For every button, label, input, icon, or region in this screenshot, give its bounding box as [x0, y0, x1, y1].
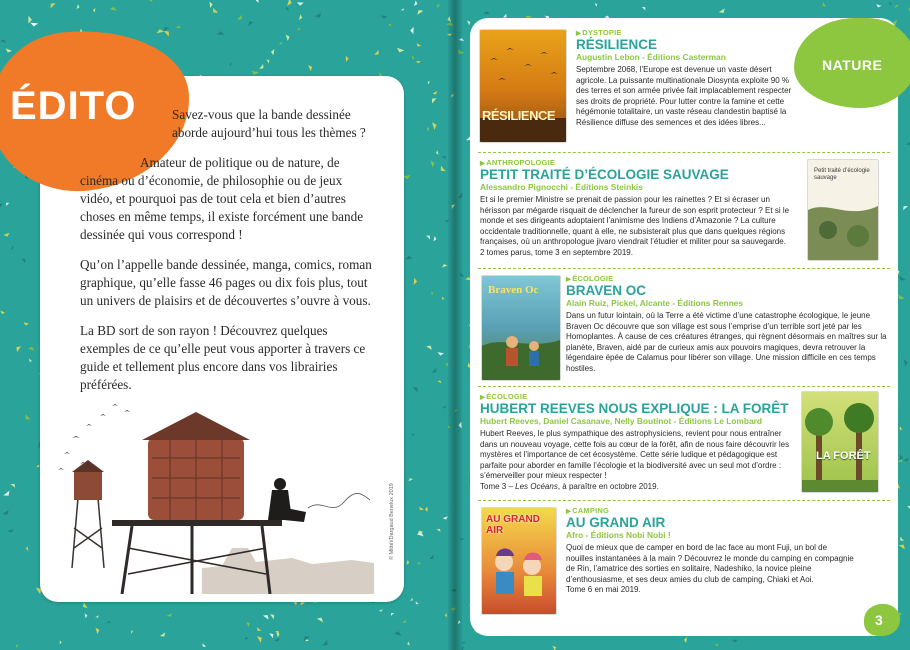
- book-title-resilience: RÉSILIENCE: [576, 37, 658, 52]
- book-description-petit-traite: Et si le premier Ministre se prenait de passion pour les rainettes ? Et si écraser un hérisson par mégarde risquait de déclencher la fureur de son esprit protecteur ? Et si le monde et ses dirigeants adoptaient l’animisme des Indiens d’Amazonie ? La culture occidentale traditionnelle, quant à elle, ne subsisterait plus que dans quelques régions françaises, où un anthropologue jivaro viendrait l’étudier et militer pour sa sauvegarde.: [480, 195, 790, 247]
- triangle-bullet-icon: ▶: [480, 394, 486, 401]
- triangle-bullet-icon: ▶: [566, 508, 572, 515]
- separator-2: [478, 268, 890, 269]
- book-entry-au-grand-air: [566, 506, 856, 596]
- book-cover-petit-traite: [808, 160, 878, 260]
- book-cover-hubert-reeves: [802, 392, 878, 492]
- book-cover-resilience-title: RÉSILIENCE: [482, 108, 556, 123]
- book-title-hubert-reeves: HUBERT REEVES NOUS EXPLIQUE : LA FORÊT: [480, 401, 789, 416]
- book-category-resilience: ▶DYSTOPIE: [576, 28, 622, 37]
- book-entry-resilience: [576, 28, 804, 129]
- triangle-bullet-icon: ▶: [576, 30, 582, 37]
- book-note-petit-traite: 2 tomes parus, tome 3 en septembre 2019.: [480, 247, 633, 257]
- book-cover-petit-traite-title: Petit traité d’écologie sauvage: [814, 168, 870, 181]
- book-title-petit-traite: PETIT TRAITÉ D’ÉCOLOGIE SAUVAGE: [480, 167, 729, 182]
- book-note-au-grand-air: Tome 6 en mai 2019.: [566, 585, 641, 595]
- book-entry-hubert-reeves: [480, 392, 796, 493]
- separator-4: [478, 500, 890, 501]
- section-label: NATURE: [822, 57, 883, 73]
- book-description-au-grand-air: Quoi de mieux que de camper en bord de lac face au mont Fuji, un bol de nouilles instantanées à la main ? Découvrez le monde du camping en compagnie de Rin, l’amatrice des sorties en solitaire, Nadeshiko, la novice pleine d’enthousiasme, et ses deux amies du club de camping, Chiaki et Aoi.: [566, 543, 854, 584]
- book-category-petit-traite: ▶ANTHROPOLOGIE: [480, 158, 556, 167]
- book-category-hubert-reeves: ▶ÉCOLOGIE: [480, 392, 528, 401]
- triangle-bullet-icon: ▶: [566, 276, 572, 283]
- illustration-credit: © Mittéï/Dargaud Benelux 2019: [389, 483, 395, 560]
- book-description-braven-oc: Dans un futur lointain, où la Terre a été victime d’une catastrophe écologique, le jeune Braven Oc découvre que son village est sous l’emprise d’un terrible sort jeté par les Homoplantes. À cause de ces créatures étranges, qui règnent désormais en maîtres sur la planète, Braven, aidé par de curieux amis aux pouvoirs magiques, devra retrouver la légendaire épée de Calamus pour libérer son village. Une mission difficile en ces temps hostiles.: [566, 311, 887, 373]
- separator-1: [478, 152, 890, 153]
- book-authors-braven-oc: Alain Ruiz, Pickel, Alcante - Éditions Rennes: [566, 298, 743, 308]
- book-description-resilience: Septembre 2068, l’Europe est devenue un vaste désert agricole. La puissante multinationale Diosynta exploite 90 % des terres et son armée privée fait implacablement respecter ses droits de propriété. Pour lutter contre la famine et cette hégémonie totalitaire, un vaste réseau clandestin baptisé la Résilience diffuse des semences et des idées libres...: [576, 65, 792, 127]
- book-category-braven-oc: ▶ÉCOLOGIE: [566, 274, 614, 283]
- book-cover-au-grand-air-title: AU GRAND AIR: [486, 514, 540, 536]
- book-entry-petit-traite: [480, 158, 802, 259]
- edito-paragraph-1: Savez-vous que la bande dessinée aborde aujourd’hui tous les thèmes ?: [172, 107, 366, 140]
- book-authors-au-grand-air: Afro - Éditions Nobi Nobi !: [566, 530, 671, 540]
- book-authors-hubert-reeves: Hubert Reeves, Daniel Casanave, Nelly Boutinot - Éditions Le Lombard: [480, 416, 763, 426]
- edito-paragraph-3: Qu’on l’appelle bande dessinée, manga, comics, roman graphique, qu’elle fasse 46 pages ou dix fois plus, tout un univers de plaisirs et de découvertes s’ouvre à vous.: [80, 257, 372, 308]
- edito-text: [80, 106, 376, 406]
- book-description-hubert-reeves: Hubert Reeves, le plus sympathique des astrophysiciens, revient pour nous entraîner dans un nouveau voyage, cette fois au cœur de la forêt, afin de nous faire découvrir les mystères et l’importance de cet écosystème. Cette série ludique et pédagogique est parfaite pour aborder en famille l’écologie et la biodiversité avec un seul mot d’ordre : s’émerveiller pour mieux respecter !: [480, 429, 790, 481]
- edito-title: ÉDITO: [10, 84, 137, 128]
- edito-paragraph-4: La BD sort de son rayon ! Découvrez quelques exemples de ce qu’elle peut vous apporter à travers ce guide et tellement plus encore dans vos librairies préférées.: [80, 323, 366, 392]
- page-gutter: [448, 0, 462, 650]
- water-tower-illustration: [52, 398, 374, 594]
- book-cover-braven-oc: [482, 276, 560, 380]
- book-category-au-grand-air: ▶CAMPING: [566, 506, 610, 515]
- book-note-hubert-reeves: Tome 3 – Les Océans, à paraître en octobre 2019.: [480, 481, 659, 491]
- book-title-braven-oc: BRAVEN OC: [566, 283, 647, 298]
- edito-paragraph-2: Amateur de politique ou de nature, de cinéma ou d’économie, de philosophie ou de jeux vidéo, et pourquoi pas de tout cela et bien d’autres choses en même temps, il existe forcément une bande dessinée qui vous correspond !: [80, 155, 364, 242]
- book-authors-petit-traite: Alessandro Pignocchi - Éditions Steinkis: [480, 182, 643, 192]
- book-cover-braven-oc-title: Braven Oc: [488, 284, 539, 296]
- book-cover-resilience: [480, 30, 566, 142]
- triangle-bullet-icon: ▶: [480, 160, 486, 167]
- book-authors-resilience: Augustin Lebon - Éditions Casterman: [576, 52, 726, 62]
- book-entry-braven-oc: [566, 274, 888, 375]
- book-cover-au-grand-air: [482, 508, 556, 614]
- separator-3: [478, 386, 890, 387]
- book-cover-hubert-reeves-title: LA FORÊT: [816, 450, 871, 462]
- book-title-au-grand-air: AU GRAND AIR: [566, 515, 666, 530]
- page-number: 3: [875, 612, 883, 628]
